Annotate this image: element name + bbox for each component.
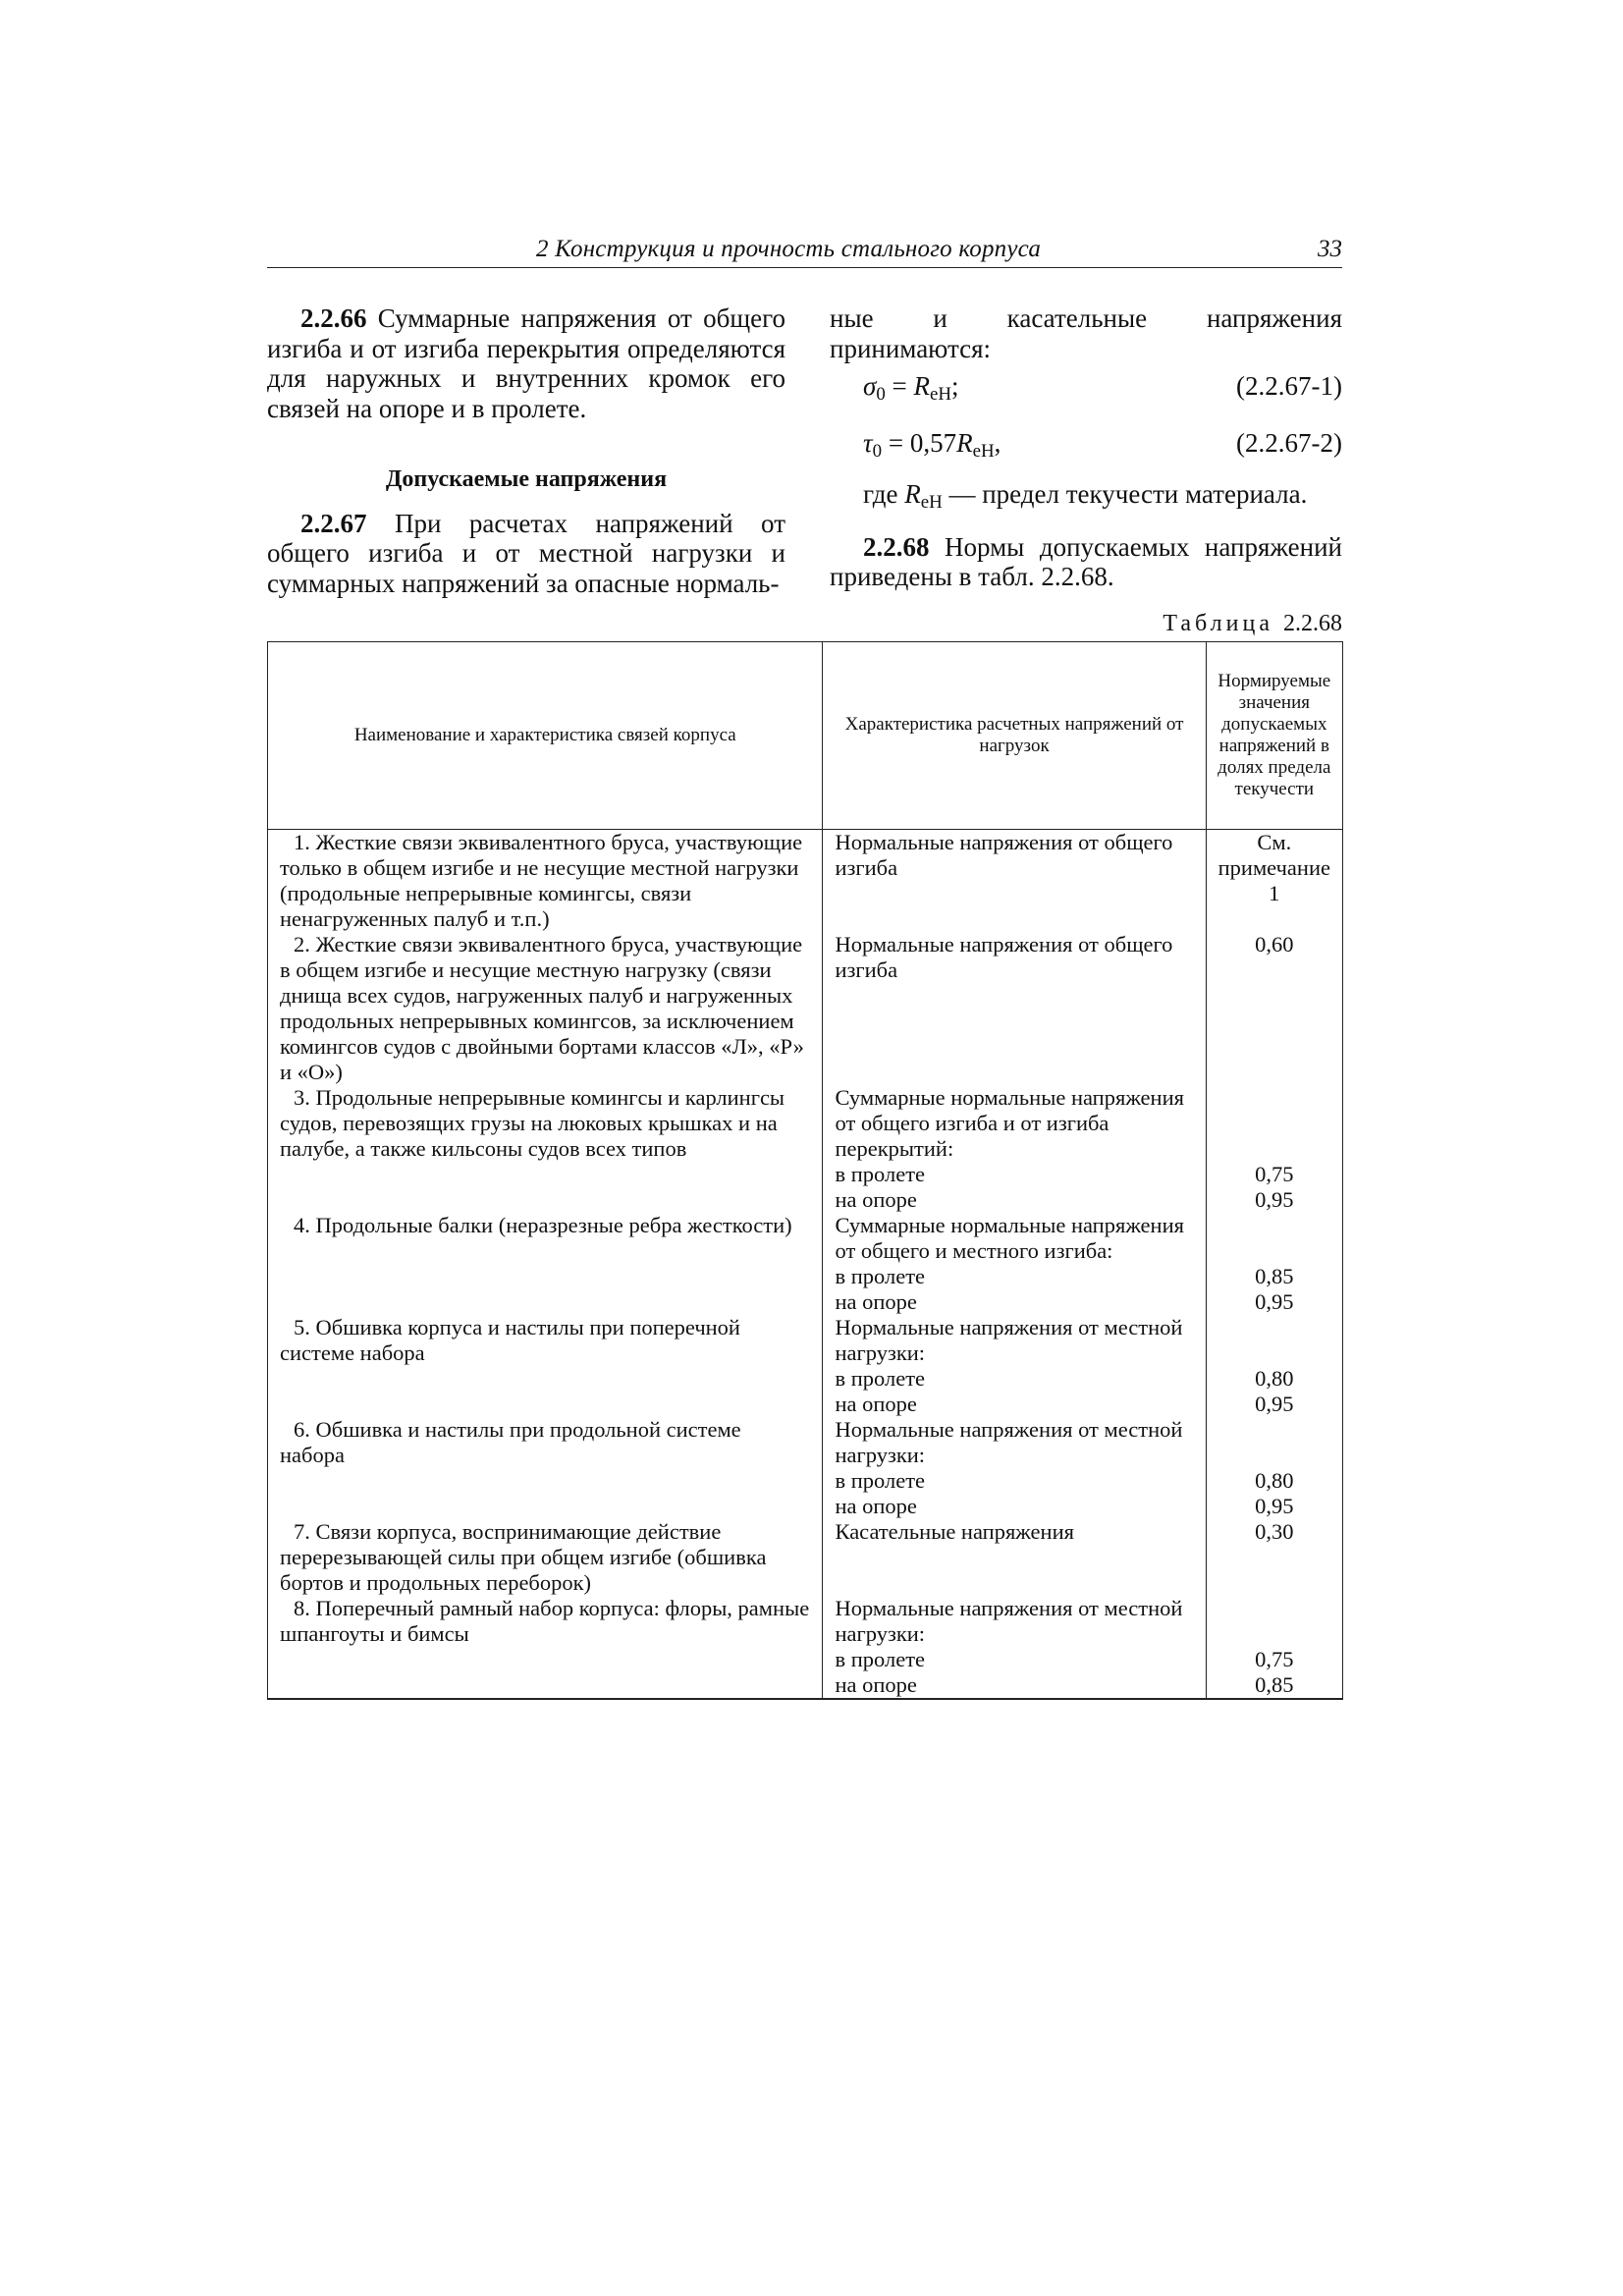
- stress-type-cell: в пролете: [823, 1366, 1206, 1392]
- allowable-value-cell: [1206, 1315, 1342, 1366]
- stress-type-cell: на опоре: [823, 1672, 1206, 1699]
- allowable-value-cell: 0,95: [1206, 1289, 1342, 1315]
- table-body: [268, 830, 1343, 1700]
- member-name-cell: 8. Поперечный рамный набор корпуса: флоры, рамные шпангоуты и бимсы: [268, 1596, 823, 1647]
- member-name-cell: [268, 1647, 823, 1672]
- member-name-cell: 1. Жесткие связи эквивалентного бруса, участвующие только в общем изгибе и не несущие местной нагрузки (продольные непрерывные комингсы, связи ненагруженных палуб и т.п.): [268, 830, 823, 933]
- table-row: [268, 1162, 1343, 1187]
- allowable-value-cell: 0,95: [1206, 1494, 1342, 1519]
- where-clause: где $R_{eH}$ — предел текучести материала.: [863, 479, 1308, 513]
- member-name-cell: 6. Обшивка и настилы при продольной системе набора: [268, 1417, 823, 1468]
- formula-symbol: τ: [863, 428, 873, 458]
- allowable-value-cell: См. примечание 1: [1206, 830, 1342, 933]
- member-name-cell: [268, 1366, 823, 1392]
- stress-type-cell: на опоре: [823, 1187, 1206, 1213]
- table-row: [268, 1519, 1343, 1596]
- allowable-value-cell: 0,30: [1206, 1519, 1342, 1596]
- formula-2-2-67-1: $\sigma_0 = R_{eH}$; (2.2.67-1): [863, 371, 1342, 405]
- stress-type-cell: на опоре: [823, 1494, 1206, 1519]
- allowable-value-cell: 0,85: [1206, 1264, 1342, 1289]
- allowable-value-cell: 0,85: [1206, 1672, 1342, 1699]
- formula-2-2-67-2: $\tau_0 = 0,57R_{eH}$, (2.2.67-2): [863, 428, 1342, 462]
- table-row: [268, 1647, 1343, 1672]
- member-name-cell: [268, 1162, 823, 1187]
- paragraph-2-2-68: [830, 532, 1342, 592]
- allowable-value-cell: 0,95: [1206, 1392, 1342, 1417]
- table-row: [268, 1085, 1343, 1162]
- stress-type-cell: Нормальные напряжения от общего изгиба: [823, 932, 1206, 1085]
- stress-type-cell: Нормальные напряжения от местной нагрузки:: [823, 1596, 1206, 1647]
- table-row: [268, 830, 1343, 933]
- allowable-value-cell: 0,75: [1206, 1162, 1342, 1187]
- stress-type-cell: в пролете: [823, 1162, 1206, 1187]
- paragraph-continuation: ные и касательные напряжения принимаются:: [830, 303, 1342, 363]
- header-allowable-value: Нормируемые значения допускаемых напряжений в долях предела текучести: [1206, 642, 1342, 830]
- table-row: [268, 1366, 1343, 1392]
- stress-type-cell: на опоре: [823, 1392, 1206, 1417]
- allowable-value-cell: 0,80: [1206, 1468, 1342, 1494]
- stress-type-cell: Нормальные напряжения от местной нагрузки:: [823, 1417, 1206, 1468]
- allowable-value-cell: [1206, 1417, 1342, 1468]
- allowable-value-cell: 0,95: [1206, 1187, 1342, 1213]
- table-row: [268, 1315, 1343, 1366]
- formula-number: (2.2.67-2): [1236, 428, 1342, 458]
- member-name-cell: 3. Продольные непрерывные комингсы и карлингсы судов, перевозящих грузы на люковых крышках и на палубе, а также кильсоны судов всех типов: [268, 1085, 823, 1162]
- member-name-cell: [268, 1392, 823, 1417]
- left-column: [267, 303, 785, 598]
- stress-type-cell: в пролете: [823, 1647, 1206, 1672]
- allowable-value-cell: 0,60: [1206, 932, 1342, 1085]
- allowable-value-cell: [1206, 1085, 1342, 1162]
- formula-symbol: σ: [863, 371, 877, 401]
- right-column: [830, 303, 1342, 592]
- stress-type-cell: Суммарные нормальные напряжения от общего и местного изгиба:: [823, 1213, 1206, 1264]
- running-title: 2 Конструкция и прочность стального корпуса: [536, 236, 1042, 262]
- clause-number: 2.2.66: [300, 303, 367, 333]
- table-row: [268, 1468, 1343, 1494]
- allowable-value-cell: 0,80: [1206, 1366, 1342, 1392]
- stress-type-cell: на опоре: [823, 1289, 1206, 1315]
- page-number: 33: [1318, 236, 1342, 262]
- member-name-cell: 5. Обшивка корпуса и настилы при поперечной системе набора: [268, 1315, 823, 1366]
- table-row: [268, 1494, 1343, 1519]
- paragraph-text: Суммарные напряжения от общего изгиба и от изгиба перекрытия определяются для наружных и внутренних кромок его связей на опоре и в пролете.: [267, 303, 785, 423]
- table-caption: Таблица 2.2.68: [1163, 611, 1342, 636]
- stress-type-cell: в пролете: [823, 1264, 1206, 1289]
- header-stress-type: Характеристика расчетных напряжений от нагрузок: [823, 642, 1206, 830]
- stress-type-cell: Нормальные напряжения от местной нагрузки:: [823, 1315, 1206, 1366]
- member-name-cell: [268, 1264, 823, 1289]
- table-row: [268, 1264, 1343, 1289]
- paragraph-text: При расчетах напряжений от общего изгиба и от местной нагрузки и суммарных напряжений за опасные нормаль-: [267, 508, 785, 598]
- header-member-name: Наименование и характеристика связей корпуса: [268, 642, 823, 830]
- table-row: [268, 1187, 1343, 1213]
- allowable-value-cell: [1206, 1213, 1342, 1264]
- member-name-cell: 7. Связи корпуса, воспринимающие действие перерезывающей силы при общем изгибе (обшивка бортов и продольных переборок): [268, 1519, 823, 1596]
- paragraph-text: Нормы допускаемых напряжений приведены в табл. 2.2.68.: [830, 531, 1342, 591]
- member-name-cell: [268, 1672, 823, 1699]
- table-header-row: [268, 642, 1343, 830]
- table-row: [268, 1596, 1343, 1647]
- stress-type-cell: Касательные напряжения: [823, 1519, 1206, 1596]
- table-row: [268, 1213, 1343, 1264]
- member-name-cell: 2. Жесткие связи эквивалентного бруса, участвующие в общем изгибе и несущие местную нагрузку (связи днища всех судов, нагруженных палуб и нагруженных продольных непрерывных комингсов, за исключением комингсов судов с двойными бортами классов «Л», «Р» и «О»): [268, 932, 823, 1085]
- table-row: [268, 1672, 1343, 1699]
- formula-number: (2.2.67-1): [1236, 371, 1342, 401]
- table-row: [268, 1289, 1343, 1315]
- stress-type-cell: Суммарные нормальные напряжения от общего изгиба и от изгиба перекрытий:: [823, 1085, 1206, 1162]
- paragraph-2-2-66: [267, 303, 785, 423]
- allowable-value-cell: [1206, 1596, 1342, 1647]
- paragraph-2-2-67: [267, 509, 785, 599]
- section-subheading: Допускаемые напряжения: [385, 466, 668, 492]
- stress-type-cell: в пролете: [823, 1468, 1206, 1494]
- allowable-stress-table: [267, 641, 1343, 1700]
- member-name-cell: [268, 1494, 823, 1519]
- allowable-value-cell: 0,75: [1206, 1647, 1342, 1672]
- stress-type-cell: Нормальные напряжения от общего изгиба: [823, 830, 1206, 933]
- member-name-cell: [268, 1187, 823, 1213]
- member-name-cell: 4. Продольные балки (неразрезные ребра жесткости): [268, 1213, 823, 1264]
- header-rule: [267, 267, 1342, 268]
- table-row: [268, 1417, 1343, 1468]
- clause-number: 2.2.68: [863, 531, 930, 562]
- member-name-cell: [268, 1289, 823, 1315]
- table-row: [268, 932, 1343, 1085]
- member-name-cell: [268, 1468, 823, 1494]
- clause-number: 2.2.67: [300, 508, 367, 538]
- table-row: [268, 1392, 1343, 1417]
